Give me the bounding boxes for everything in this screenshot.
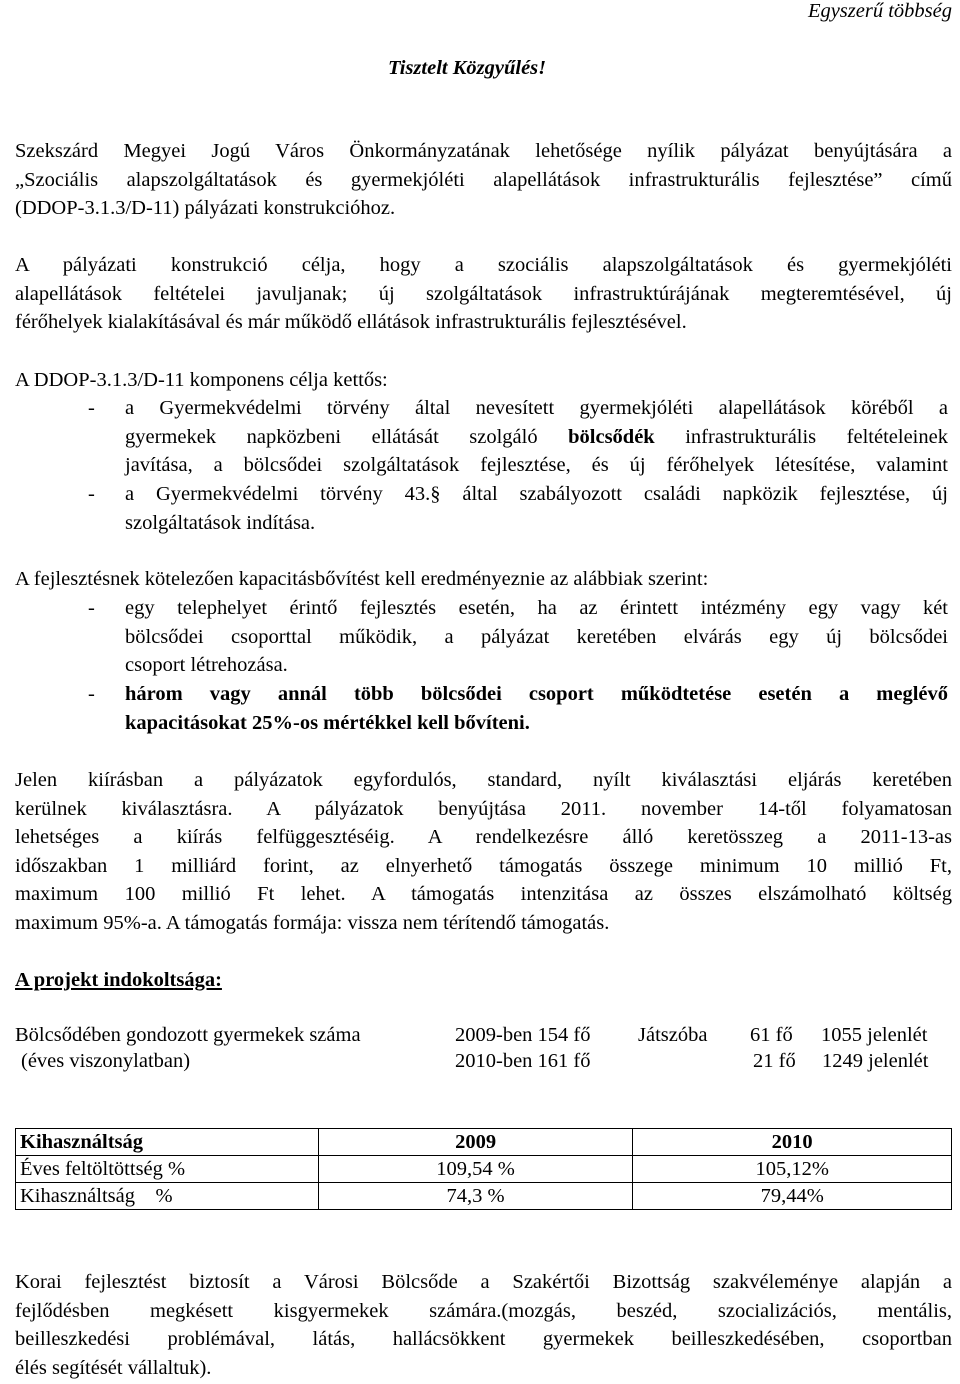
stats-present-2010: 1249 jelenlét (822, 1050, 929, 1072)
capacity-item-line: bölcsődei csoporttal működik, a pályázat keretében elvárás egy új bölcsődei (125, 625, 948, 648)
call-line: időszakban 1 milliárd forint, az elnyerhető támogatás összege minimum 10 millió Ft, (15, 854, 952, 877)
closing-paragraph (15, 1268, 952, 1382)
stats-playroom: Játszóba (638, 1024, 708, 1046)
stats-count-2010: 21 fő (753, 1050, 796, 1072)
intro-line: „Szociális alapszolgáltatások és gyermekjóléti alapellátások infrastrukturális fejlesztése” című (15, 168, 952, 191)
capacity-item (125, 594, 948, 680)
component-item-line: javítása, a bölcsődei szolgáltatások fejlesztése, és új férőhelyek létesítése, valamint (125, 454, 948, 476)
call-paragraph (15, 766, 952, 937)
list-dash: - (88, 683, 95, 705)
component-item-line (125, 423, 948, 452)
call-line: maximum 100 millió Ft lehet. A támogatás intenzitása az összes elszámolható költség (15, 883, 952, 905)
goal-paragraph (15, 251, 952, 337)
table-header-row (16, 1129, 952, 1156)
component-item (125, 480, 948, 537)
list-dash: - (88, 483, 95, 505)
stats-count-2009: 61 fő (750, 1024, 793, 1046)
stats-sublabel: (éves viszonylatban) (21, 1050, 191, 1072)
goal-line: alapellátások feltételei javuljanak; új szolgáltatások infrastruktúrájának megteremtésével, új (15, 282, 952, 305)
table-header-cell: 2009 (318, 1129, 633, 1156)
capacity-item-line: kapacitásokat 25%-os mértékkel kell bővíteni. (125, 711, 530, 734)
vote-type-label: Egyszerű többség (807, 0, 952, 22)
table-cell: 74,3 % (318, 1183, 633, 1210)
table-header-cell: Kihasználtság (16, 1129, 319, 1156)
capacity-item-bold (125, 680, 948, 737)
call-line: lehetséges a kiírás felfüggesztéséig. A rendelkezésre álló keretösszeg a 2011-13-as (15, 826, 952, 848)
bold-keyword: bölcsődék (568, 425, 655, 448)
intro-line: (DDOP-3.1.3/D-11) pályázati konstrukcióhoz. (15, 197, 396, 219)
closing-line: fejlődésben megkésett kisgyermekek számára.(mozgás, beszéd, szocializációs, mentális, (15, 1299, 952, 1322)
capacity-item-line: egy telephelyet érintő fejlesztés esetén, ha az érintett intézmény egy vagy két (125, 597, 948, 619)
table-cell: 79,44% (633, 1183, 952, 1210)
call-line: maximum 95%-a. A támogatás formája: vissza nem térítendő támogatás. (15, 911, 610, 934)
closing-line: élés segítését vállaltuk). (15, 1356, 212, 1379)
salutation: Tisztelt Közgyűlés! (388, 57, 547, 79)
stats-label: Bölcsődében gondozott gyermekek száma (15, 1024, 361, 1046)
capacity-item-line: csoport létrehozása. (125, 654, 288, 676)
stats-year-2009: 2009-ben 154 fő (455, 1024, 591, 1046)
table-row (16, 1183, 952, 1210)
call-line: Jelen kiírásban a pályázatok egyfordulós, standard, nyílt kiválasztási eljárás keretében (15, 769, 952, 791)
goal-line: A pályázati konstrukció célja, hogy a szociális alapszolgáltatások és gyermekjóléti (15, 254, 952, 276)
closing-line: Korai fejlesztést biztosít a Városi Bölcsőde a Szakértői Bizottság szakvéleménye alapján a (15, 1271, 952, 1293)
table-cell: Kihasználtság % (16, 1183, 319, 1210)
capacity-intro: A fejlesztésnek kötelezően kapacitásbővítést kell eredményeznie az alábbiak szerint: (15, 568, 709, 590)
table-header-cell: 2010 (633, 1129, 952, 1156)
stats-present-2009: 1055 jelenlét (821, 1024, 928, 1046)
component-item (125, 394, 948, 480)
intro-line: Szekszárd Megyei Jogú Város Önkormányzatának lehetősége nyílik pályázat benyújtására a (15, 140, 952, 162)
table-row (16, 1156, 952, 1183)
list-dash: - (88, 397, 95, 419)
text-segment: gyermekek napközbeni ellátását szolgáló (125, 425, 569, 448)
list-dash: - (88, 597, 95, 619)
table-cell: 109,54 % (318, 1156, 633, 1183)
intro-paragraph (15, 137, 952, 223)
table-cell: Éves feltöltöttség % (16, 1156, 319, 1183)
utilization-table (15, 1128, 952, 1210)
component-item-line: szolgáltatások indítása. (125, 511, 316, 534)
goal-line: férőhelyek kialakításával és már működő ellátások infrastrukturális fejlesztésével. (15, 311, 687, 333)
stats-year-2010: 2010-ben 161 fő (455, 1050, 591, 1072)
call-line: kerülnek kiválasztásra. A pályázatok benyújtása 2011. november 14-től folyamatosan (15, 797, 952, 820)
section-heading: A projekt indokoltsága: (15, 969, 222, 991)
text-segment: infrastrukturális feltételeinek (654, 425, 948, 448)
component-item-line: a Gyermekvédelmi törvény 43.§ által szabályozott családi napközik fejlesztése, új (125, 483, 948, 505)
table-cell: 105,12% (633, 1156, 952, 1183)
component-item-line: a Gyermekvédelmi törvény által nevesített gyermekjóléti alapellátások köréből a (125, 397, 948, 419)
component-intro: A DDOP-3.1.3/D-11 komponens célja kettős: (15, 369, 388, 391)
closing-line: beilleszkedési problémával, látás, hallácsökkent gyermekek beilleszkedésében, csoportban (15, 1328, 952, 1350)
capacity-item-line: három vagy annál több bölcsődei csoport működtetése esetén a meglévő (125, 683, 948, 705)
